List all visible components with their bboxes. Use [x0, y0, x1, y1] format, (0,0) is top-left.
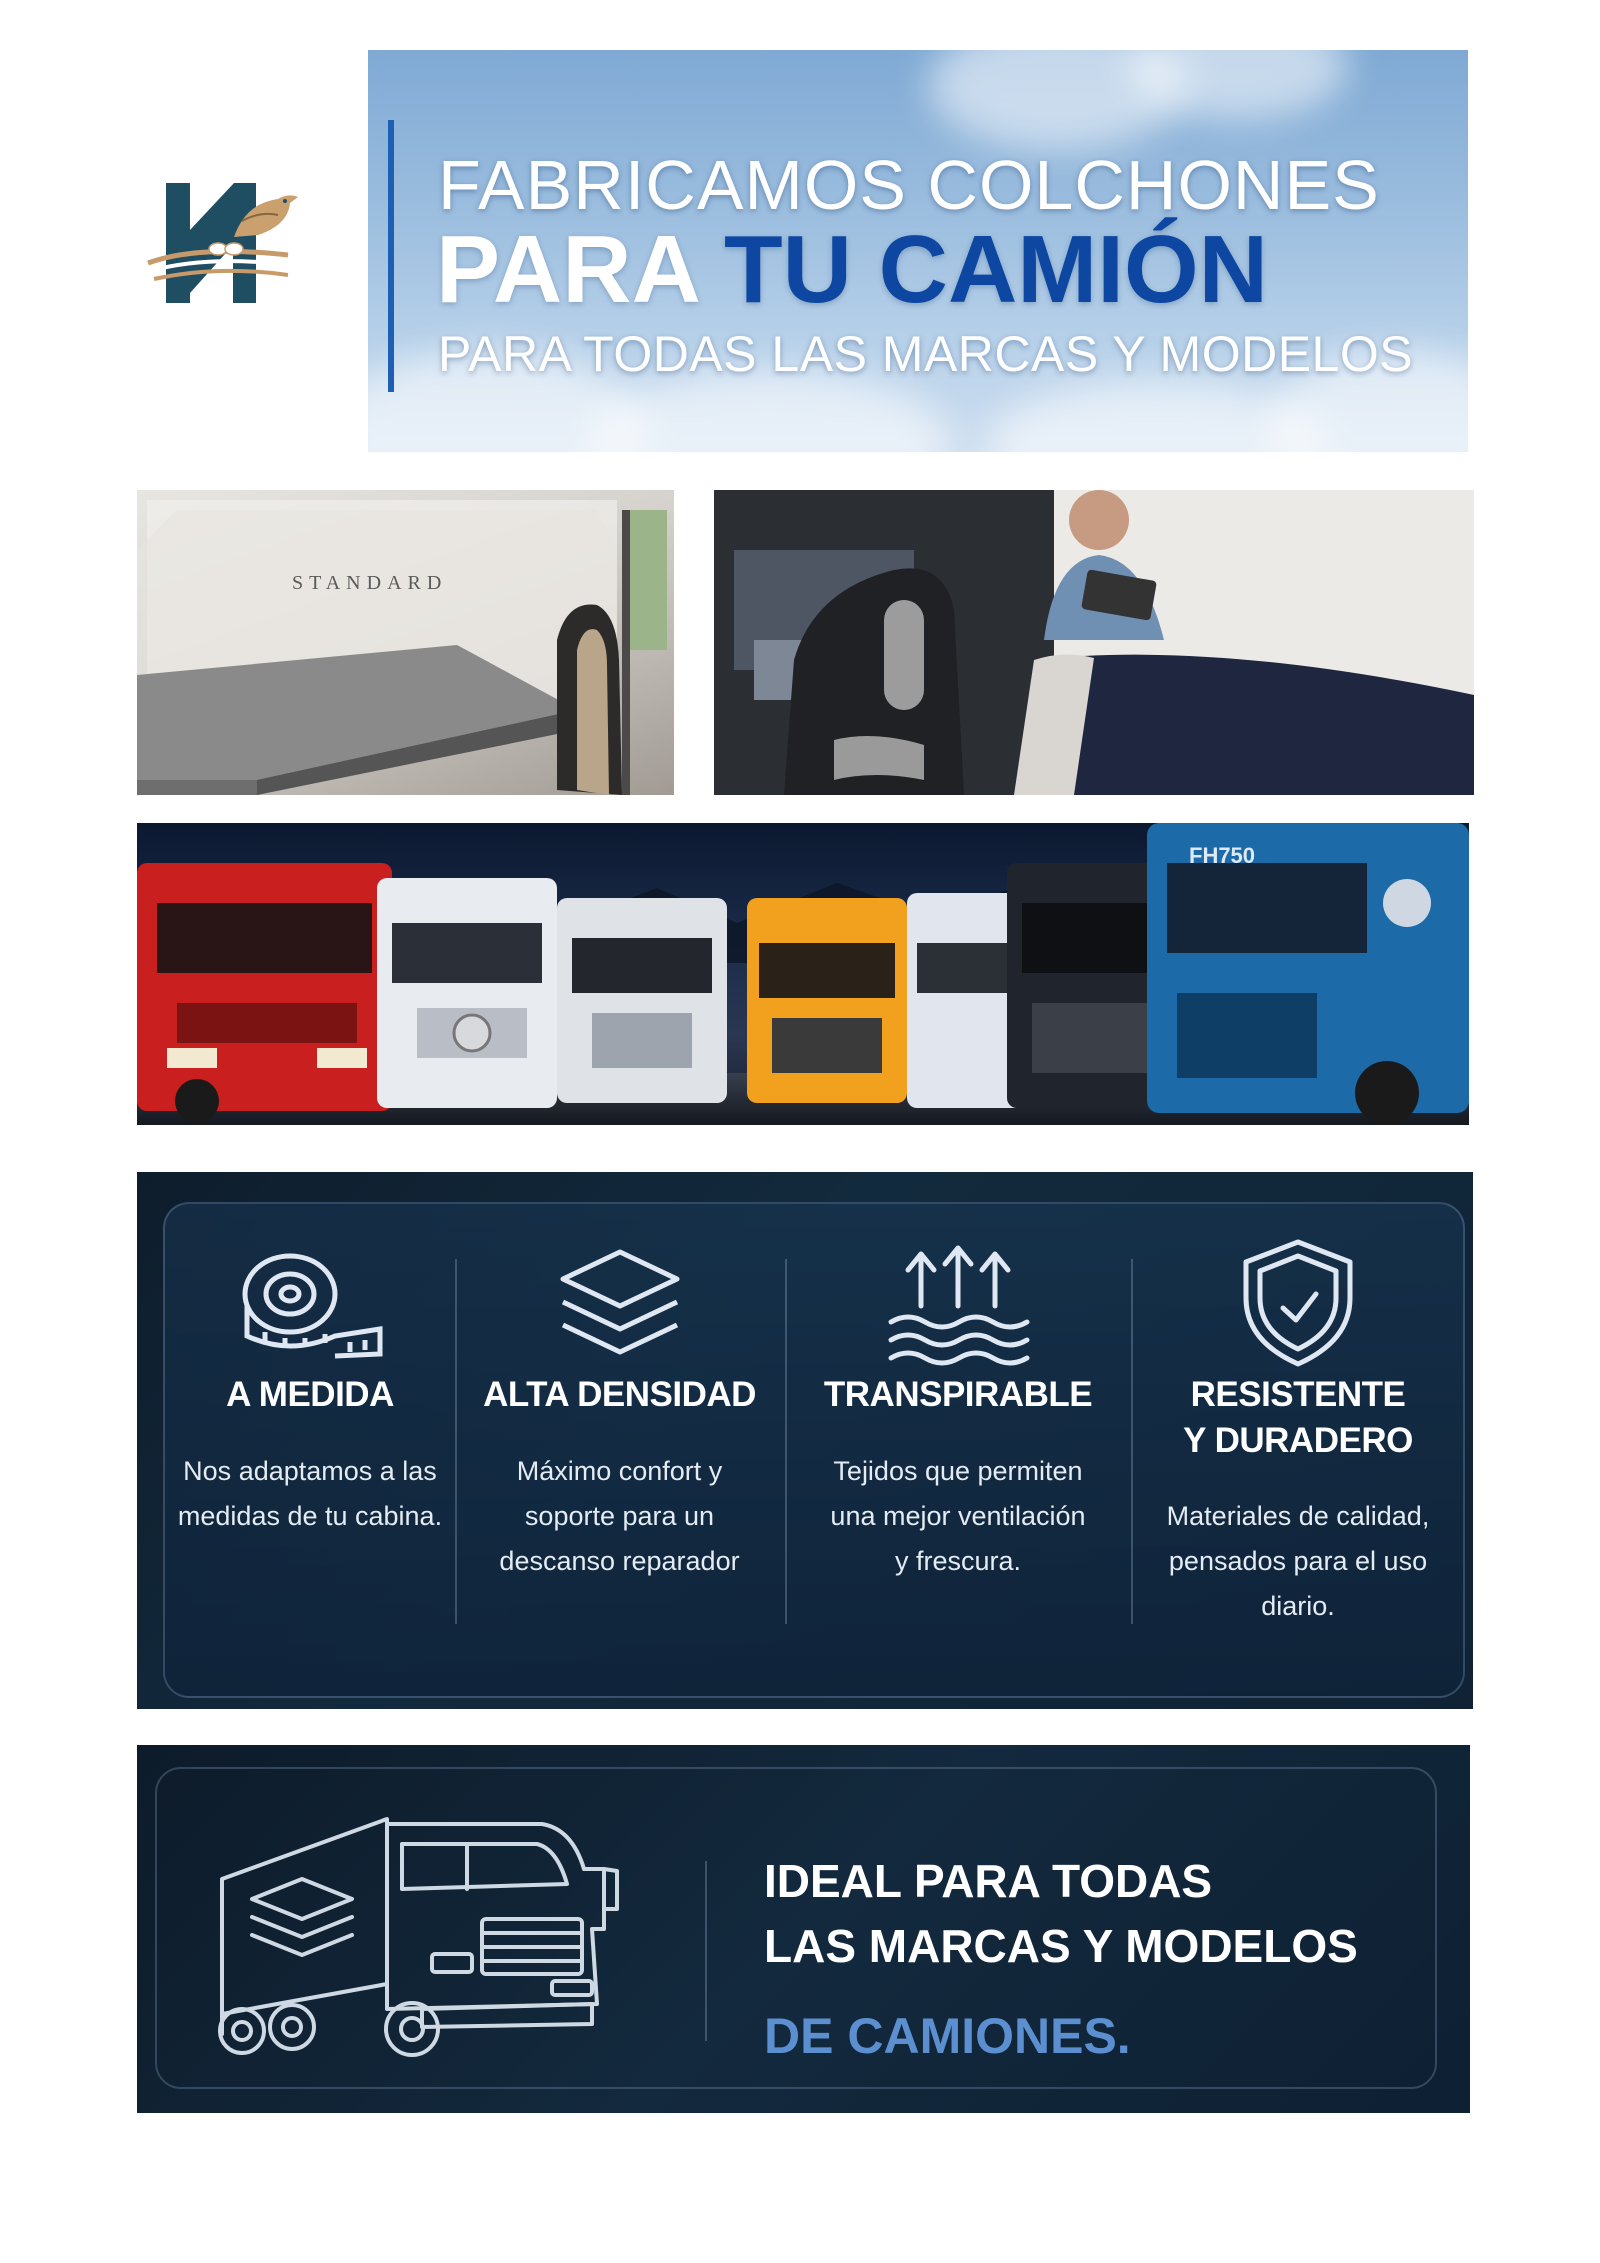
shield-icon — [1238, 1236, 1358, 1371]
hero-banner — [368, 50, 1468, 452]
hero-accent-bar — [388, 120, 394, 392]
feature-desc-line: una mejor ventilación — [830, 1501, 1086, 1531]
ideal-line-1: IDEAL PARA TODAS — [764, 1855, 1213, 1907]
feature-description — [457, 1449, 782, 1584]
mattress-cabin-photo — [137, 490, 674, 795]
feature-desc-line: y frescura. — [894, 1546, 1022, 1576]
feature-resistente — [1133, 1204, 1463, 1696]
feature-alta-densidad — [457, 1204, 782, 1696]
ideal-card — [155, 1767, 1437, 2089]
feature-description — [787, 1449, 1129, 1584]
feature-desc-line: pensados para el uso — [1168, 1546, 1428, 1576]
feature-desc-line: Materiales de calidad, — [1166, 1501, 1430, 1531]
feature-title-line: RESISTENTE — [1190, 1375, 1406, 1414]
trucks-lineup-photo — [137, 823, 1469, 1125]
feature-title: ALTA DENSIDAD — [483, 1375, 756, 1414]
layers-icon — [555, 1244, 685, 1364]
features-panel — [137, 1172, 1473, 1709]
feature-desc-line: Tejidos que permiten — [833, 1456, 1083, 1486]
feature-title: TRANSPIRABLE — [823, 1375, 1093, 1414]
airflow-icon — [883, 1244, 1033, 1369]
feature-title: A MEDIDA — [226, 1375, 394, 1414]
hero-line-2-blue: TU CAMIÓN — [724, 216, 1268, 323]
feature-desc-line: Máximo confort y — [516, 1456, 723, 1486]
ideal-panel — [137, 1745, 1470, 2113]
mattress-brand-label: STANDARD — [292, 572, 448, 594]
feature-description — [1133, 1494, 1463, 1629]
ideal-divider — [705, 1861, 707, 2041]
feature-title — [1133, 1372, 1463, 1464]
feature-title-line: Y DURADERO — [1183, 1421, 1413, 1460]
hero-line-2-white: PARA — [436, 216, 698, 323]
nest-bird-logo-icon — [138, 175, 308, 310]
feature-desc-line: medidas de tu cabina. — [177, 1501, 443, 1531]
feature-transpirable — [787, 1204, 1129, 1696]
hero-line-3: PARA TODAS LAS MARCAS Y MODELOS — [438, 326, 1414, 382]
feature-description — [165, 1449, 455, 1539]
truck-plate-label: FH750 — [1189, 843, 1256, 868]
hero-line-1: FABRICAMOS COLCHONES — [438, 146, 1380, 224]
ideal-line-2: LAS MARCAS Y MODELOS — [764, 1920, 1358, 1972]
driver-resting-photo — [714, 490, 1474, 795]
hero-line-2 — [436, 215, 1268, 325]
ideal-line-3: DE CAMIONES. — [764, 2008, 1131, 2064]
measuring-tape-icon — [235, 1244, 385, 1364]
features-card — [163, 1202, 1465, 1698]
company-logo — [138, 175, 308, 310]
feature-desc-line: descanso reparador — [499, 1546, 740, 1576]
truck-outline-icon — [212, 1809, 662, 2064]
feature-a-medida — [165, 1204, 455, 1696]
feature-desc-line: soporte para un — [524, 1501, 715, 1531]
feature-desc-line: diario. — [1261, 1591, 1335, 1621]
feature-desc-line: Nos adaptamos a las — [183, 1456, 437, 1486]
